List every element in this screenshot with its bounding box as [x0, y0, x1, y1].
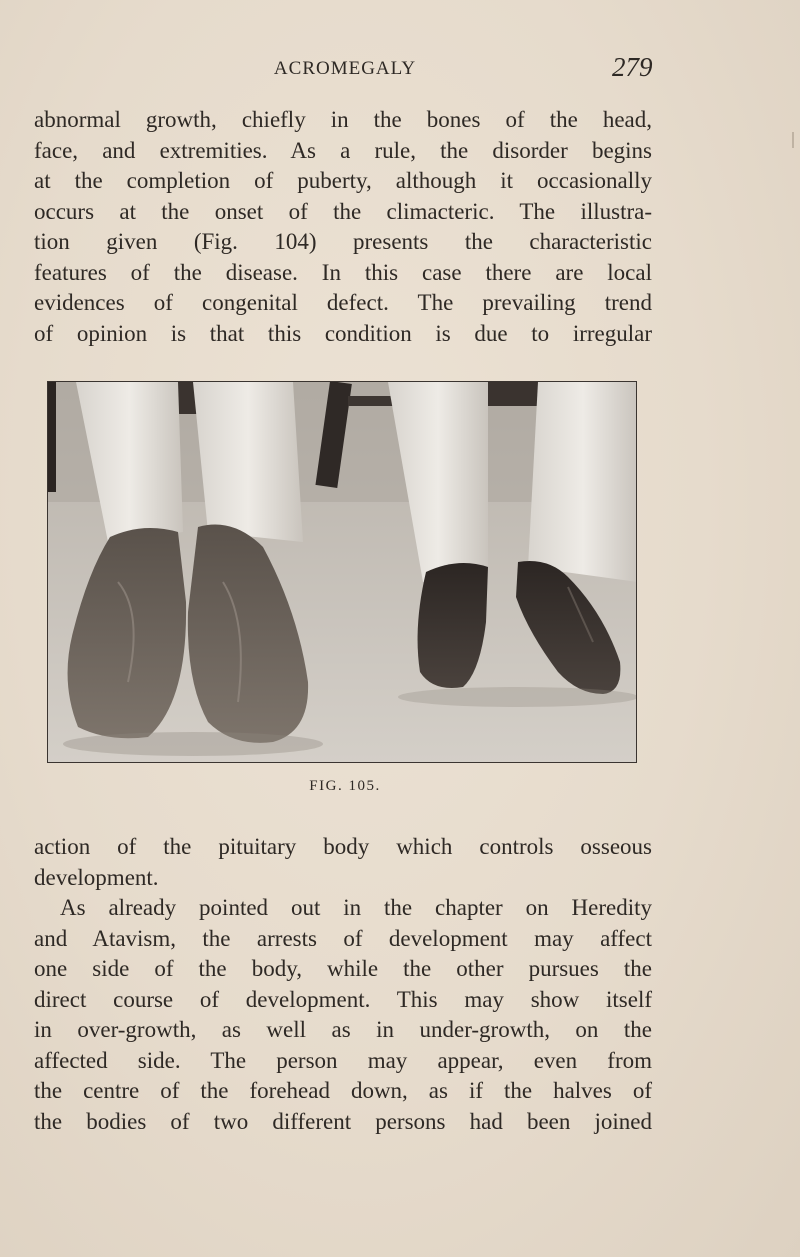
text-line: one side of the body, while the other pursues the	[34, 956, 652, 981]
text-line: occurs at the onset of the climacteric. The illustra-	[34, 198, 652, 224]
figure-caption: FIG. 105.	[309, 778, 381, 794]
text-line: evidences of congenital defect. The prevailing trend	[34, 290, 652, 315]
text-line: As already pointed out in the chapter on Heredity	[60, 895, 652, 920]
paragraph-bottom	[34, 832, 652, 1137]
text-line: affected side. The person may appear, even from	[34, 1047, 652, 1073]
paragraph-top	[34, 105, 652, 349]
text-line: of opinion is that this condition is due to irregular	[34, 320, 652, 346]
text-line: abnormal growth, chiefly in the bones of the head,	[34, 107, 652, 132]
text-line: in over-growth, as well as in under-growth, on the	[34, 1017, 652, 1042]
text-line: face, and extremities. As a rule, the disorder begins	[34, 137, 652, 163]
running-head	[0, 52, 800, 86]
figure-photograph	[47, 381, 637, 763]
text-line: action of the pituitary body which controls osseous	[34, 834, 652, 859]
text-line: and Atavism, the arrests of development may affect	[34, 925, 652, 951]
text-line: the bodies of two different persons had been joined	[34, 1108, 652, 1134]
page-number: 279	[612, 52, 653, 82]
page-edge-mark	[792, 132, 794, 148]
text-line: at the completion of puberty, although it occasionally	[34, 168, 652, 193]
text-line: development.	[34, 864, 159, 890]
text-line: tion given (Fig. 104) presents the characteristic	[34, 229, 652, 254]
feet-photograph	[48, 382, 637, 763]
text-line: direct course of development. This may show itself	[34, 986, 652, 1012]
running-title: ACROMEGALY	[273, 58, 417, 79]
text-line: features of the disease. In this case there are local	[34, 259, 652, 285]
text-line: the centre of the forehead down, as if the halves of	[34, 1078, 652, 1103]
